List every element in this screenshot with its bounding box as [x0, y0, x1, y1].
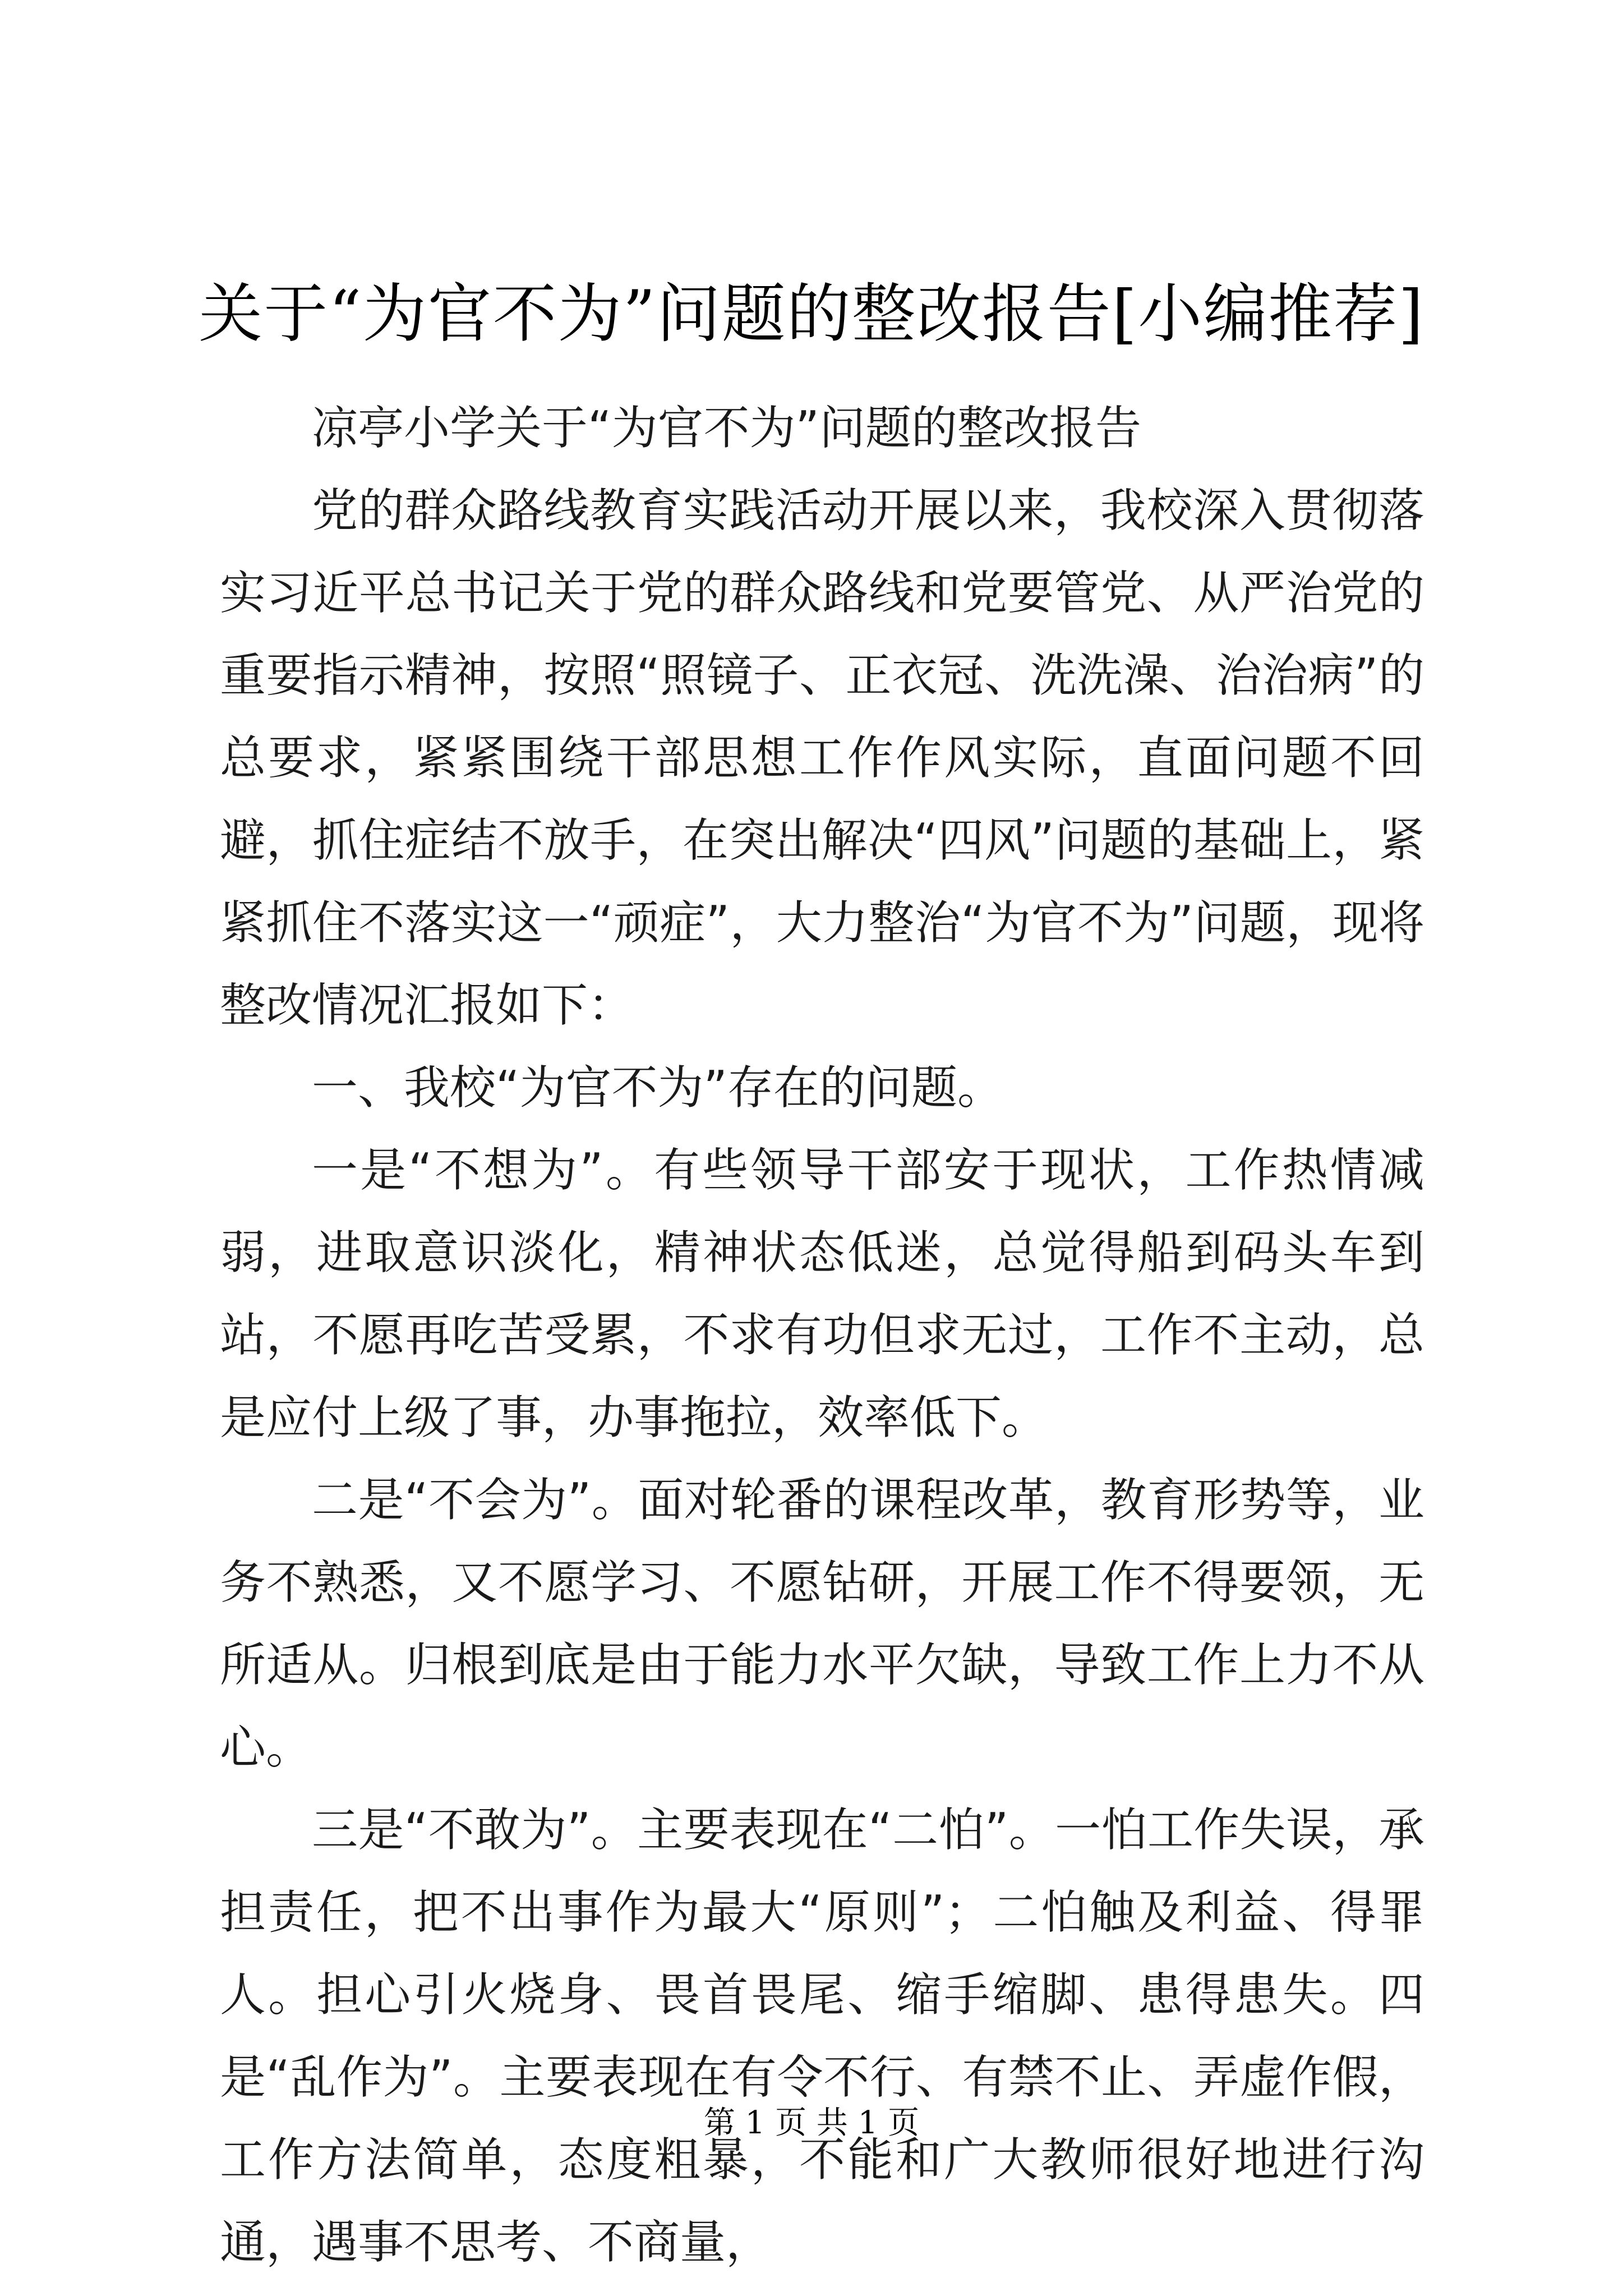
page-footer: 第 1 页 共 1 页 — [703, 2105, 920, 2141]
problem-paragraph-3: 三是“不敢为”。主要表现在“二怕”。一怕工作失误，承担责任，把不出事作为最大“原则”；二怕触及利益、得罪人。担心引火烧身、畏首畏尾、缩手缩脚、患得患失。四是“乱作为”。主要表现在有令不行、有禁不止、弄虚作假，工作方法简单，态度粗暴，不能和广大教师很好地进行沟通，遇事不思考、不商量， — [220, 1803, 1424, 2269]
intro-paragraph: 党的群众路线教育实践活动开展以来，我校深入贯彻落实习近平总书记关于党的群众路线和党要管党、从严治党的重要指示精神，按照“照镜子、正衣冠、洗洗澡、治治病”的总要求，紧紧围绕干部思想工作作风实际，直面问题不回避，抓住症结不放手，在突出解决“四风”问题的基础上，紧紧抓住不落实这一“顽症”，大力整治“为官不为”问题，现将整改情况汇报如下： — [220, 484, 1424, 1032]
document-title: 关于“为官不为”问题的整改报告[小编推荐] — [199, 277, 1424, 351]
problem-paragraph-1: 一是“不想为”。有些领导干部安于现状，工作热情减弱，进取意识淡化，精神状态低迷，总觉得船到码头车到站，不愿再吃苦受累，不求有功但求无过，工作不主动，总是应付上级了事，办事拖拉，效率低下。 — [220, 1144, 1424, 1444]
subtitle-paragraph: 凉亭小学关于“为官不为”问题的整改报告 — [312, 402, 1141, 455]
problem-paragraph-2: 二是“不会为”。面对轮番的课程改革，教育形势等，业务不熟悉，又不愿学习、不愿钻研，开展工作不得要领，无所适从。归根到底是由于能力水平欠缺，导致工作上力不从心。 — [220, 1474, 1424, 1774]
section-heading: 一、我校“为官不为”存在的问题。 — [312, 1061, 1003, 1115]
document-body — [220, 387, 1424, 2284]
